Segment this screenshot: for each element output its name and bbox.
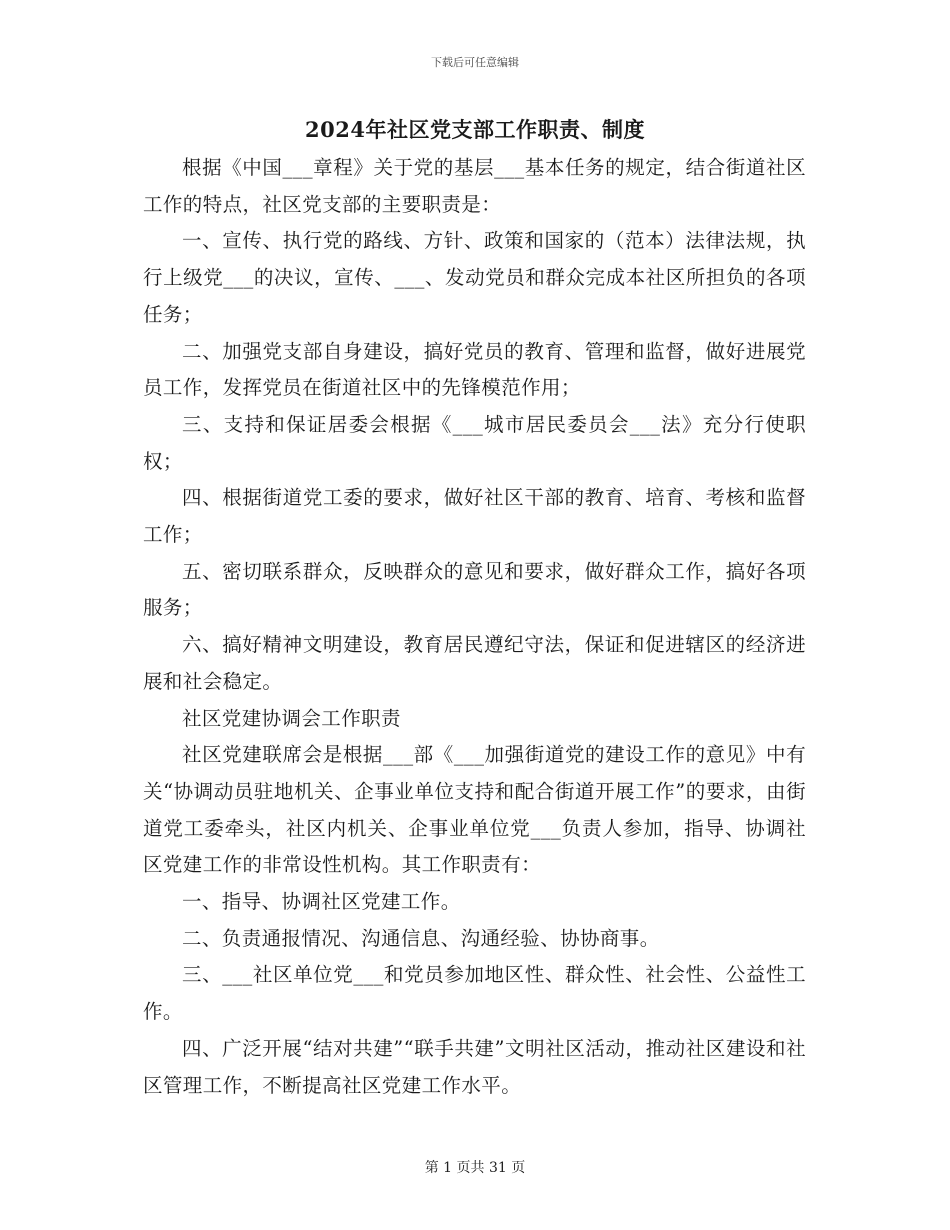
- paragraph-item-3: 三、___社区单位党___和党员参加地区性、群众性、社会性、公益性工作。: [143, 963, 806, 1024]
- paragraph-section-intro: 社区党建联席会是根据___部《___加强街道党的建设工作的意见》中有关“协调动员驻地机关、企事业单位支持和配合街道开展工作”的要求，由街道党工委牵头，社区内机关、企事业单位党___负责人参加，指导、协调社区党建工作的非常设性机构。其工作职责有：: [143, 743, 806, 877]
- document-body: [143, 150, 806, 1104]
- paragraph-item-4: 四、广泛开展“结对共建”“联手共建”文明社区活动，推动社区建设和社区管理工作，不断提高社区党建工作水平。: [143, 1036, 806, 1097]
- paragraph-duty-3: 三、支持和保证居委会根据《___城市居民委员会___法》充分行使职权；: [143, 412, 806, 473]
- paragraph-duty-5: 五、密切联系群众，反映群众的意见和要求，做好群众工作，搞好各项服务；: [143, 559, 806, 620]
- section-heading: 社区党建协调会工作职责: [182, 706, 401, 730]
- paragraph-intro: 根据《中国___章程》关于党的基层___基本任务的规定，结合街道社区工作的特点，社区党支部的主要职责是：: [143, 156, 806, 216]
- header-note: 下载后可任意编辑: [431, 56, 519, 69]
- paragraph-item-2: 二、负责通报情况、沟通信息、沟通经验、协协商事。: [182, 926, 660, 950]
- document-title: 2024年社区党支部工作职责、制度: [305, 117, 645, 142]
- paragraph-item-1: 一、指导、协调社区党建工作。: [182, 890, 461, 914]
- paragraph-duty-4: 四、根据街道党工委的要求，做好社区干部的教育、培育、考核和监督工作；: [143, 486, 806, 547]
- page-footer: 第 1 页共 31 页: [424, 1160, 526, 1176]
- paragraph-duty-6: 六、搞好精神文明建设，教育居民遵纪守法，保证和促进辖区的经济进展和社会稳定。: [143, 633, 806, 693]
- paragraph-duty-1: 一、宣传、执行党的路线、方针、政策和国家的（范本）法律法规，执行上级党___的决议，宣传、___、发动党员和群众完成本社区所担负的各项任务；: [143, 229, 806, 326]
- paragraph-duty-2: 二、加强党支部自身建设，搞好党员的教育、管理和监督，做好进展党员工作，发挥党员在街道社区中的先锋模范作用；: [143, 339, 806, 400]
